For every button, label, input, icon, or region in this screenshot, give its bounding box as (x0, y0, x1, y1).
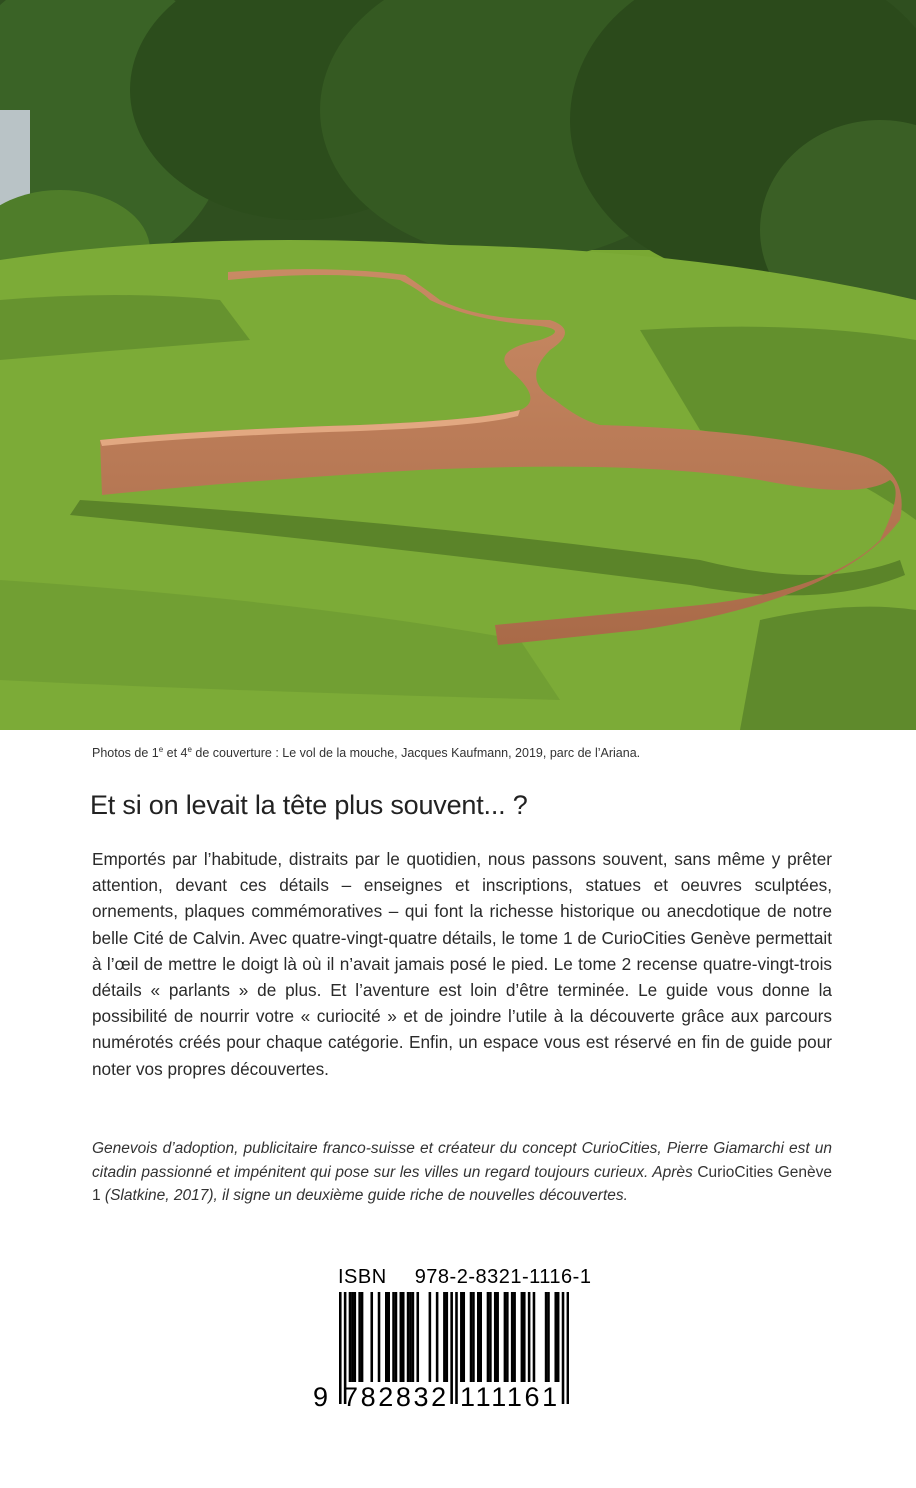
cover-photo (0, 0, 916, 730)
barcode-bar (496, 1292, 499, 1382)
barcode-bar (460, 1292, 463, 1382)
barcode-bar (462, 1292, 465, 1382)
barcode-digit-first: 9 (313, 1382, 331, 1412)
barcode-digits-right: 111161 (460, 1382, 560, 1412)
barcode-digits-left: 782832 (343, 1382, 449, 1412)
barcode-bar (477, 1292, 480, 1382)
barcode-bar (513, 1292, 516, 1382)
photo-caption: Photos de 1e et 4e de couverture : Le vol de la mouche, Jacques Kaufmann, 2019, parc de l’Ariana. (92, 745, 641, 761)
barcode-bar (354, 1292, 357, 1382)
barcode-bar (429, 1292, 432, 1382)
barcode-bar (533, 1292, 536, 1382)
barcode-bar (387, 1292, 390, 1382)
barcode-bar (504, 1292, 507, 1382)
barcode-bar (557, 1292, 560, 1382)
barcode-bar (358, 1292, 361, 1382)
barcode-bar (407, 1292, 410, 1382)
barcode-bar (339, 1292, 342, 1404)
barcode-bar (443, 1292, 446, 1382)
barcode-bar (400, 1292, 403, 1382)
barcode-bar (392, 1292, 395, 1382)
barcode-bar (385, 1292, 388, 1382)
barcode-bar (494, 1292, 497, 1382)
barcode-bar (521, 1292, 524, 1382)
barcode-bar (567, 1292, 569, 1404)
barcode-bar (436, 1292, 439, 1382)
barcode-bar (409, 1292, 412, 1382)
isbn-number: 978-2-8321-1116-1 (414, 1266, 592, 1288)
garden-sculpture-photo-icon (0, 0, 916, 730)
barcode-bar (472, 1292, 475, 1382)
barcode-bar (479, 1292, 482, 1382)
barcode-bar (506, 1292, 509, 1382)
book-title: CurioCities Genève 1 (92, 1163, 832, 1205)
barcode-bar (523, 1292, 526, 1382)
barcode-bar (554, 1292, 557, 1382)
barcode-bar (370, 1292, 373, 1382)
isbn-label: ISBN 978-2-8321-1116-1 (338, 1266, 592, 1288)
barcode-bar (450, 1292, 453, 1404)
barcode-bar (446, 1292, 449, 1382)
barcode-bar (547, 1292, 550, 1382)
barcode-bar (378, 1292, 381, 1382)
barcode-bar (349, 1292, 352, 1382)
barcode-bar (361, 1292, 364, 1382)
barcode-bar (470, 1292, 473, 1382)
barcode-bar (412, 1292, 415, 1382)
barcode-bar (545, 1292, 548, 1382)
barcode-bar (402, 1292, 405, 1382)
barcode-bar (528, 1292, 531, 1382)
barcode-bar (455, 1292, 458, 1404)
barcode-bar (562, 1292, 565, 1404)
barcode-bar (416, 1292, 419, 1382)
barcode-bar (511, 1292, 514, 1382)
barcode-bar (351, 1292, 354, 1382)
barcode-bar (487, 1292, 490, 1382)
author-bio: Genevois d’adoption, publicitaire franco-suisse et créateur du concept CurioCities, Pierre Giamarchi est un citadin passionné et impénitent qui pose sur les villes un regard toujours curieux. Après CurioCities Genève 1 (Slatkine, 2017), il signe un deuxième guide riche de nouvelles découvertes. (92, 1140, 832, 1205)
barcode-bar (395, 1292, 398, 1382)
description-paragraph: Emportés par l’habitude, distraits par le quotidien, nous passons souvent, sans même y prêter attention, devant ces détails – enseignes et inscriptions, statues et oeuvres sculptées, ornements, plaques commémoratives – qui font la richesse historique ou anecdotique de notre belle Cité de Calvin. Avec quatre-vingt-quatre détails, le tome 1 de CurioCities Genève permettait à l’œil de mettre le doigt là où il n’avait jamais posé le pied. Le tome 2 recense quatre-vingt-trois détails « parlants » de plus. Et l’aventure est loin d’être terminée. Le guide vous donne la possibilité de nourrir votre « curiocité » et de joindre l’utile à la découverte grâce aux parcours numérotés créés pour chaque catégorie. Enfin, un espace vous est réservé en fin de guide pour noter vos propres découvertes. (92, 849, 832, 1079)
barcode-bar (489, 1292, 492, 1382)
headline: Et si on levait la tête plus souvent... ? (90, 790, 528, 820)
